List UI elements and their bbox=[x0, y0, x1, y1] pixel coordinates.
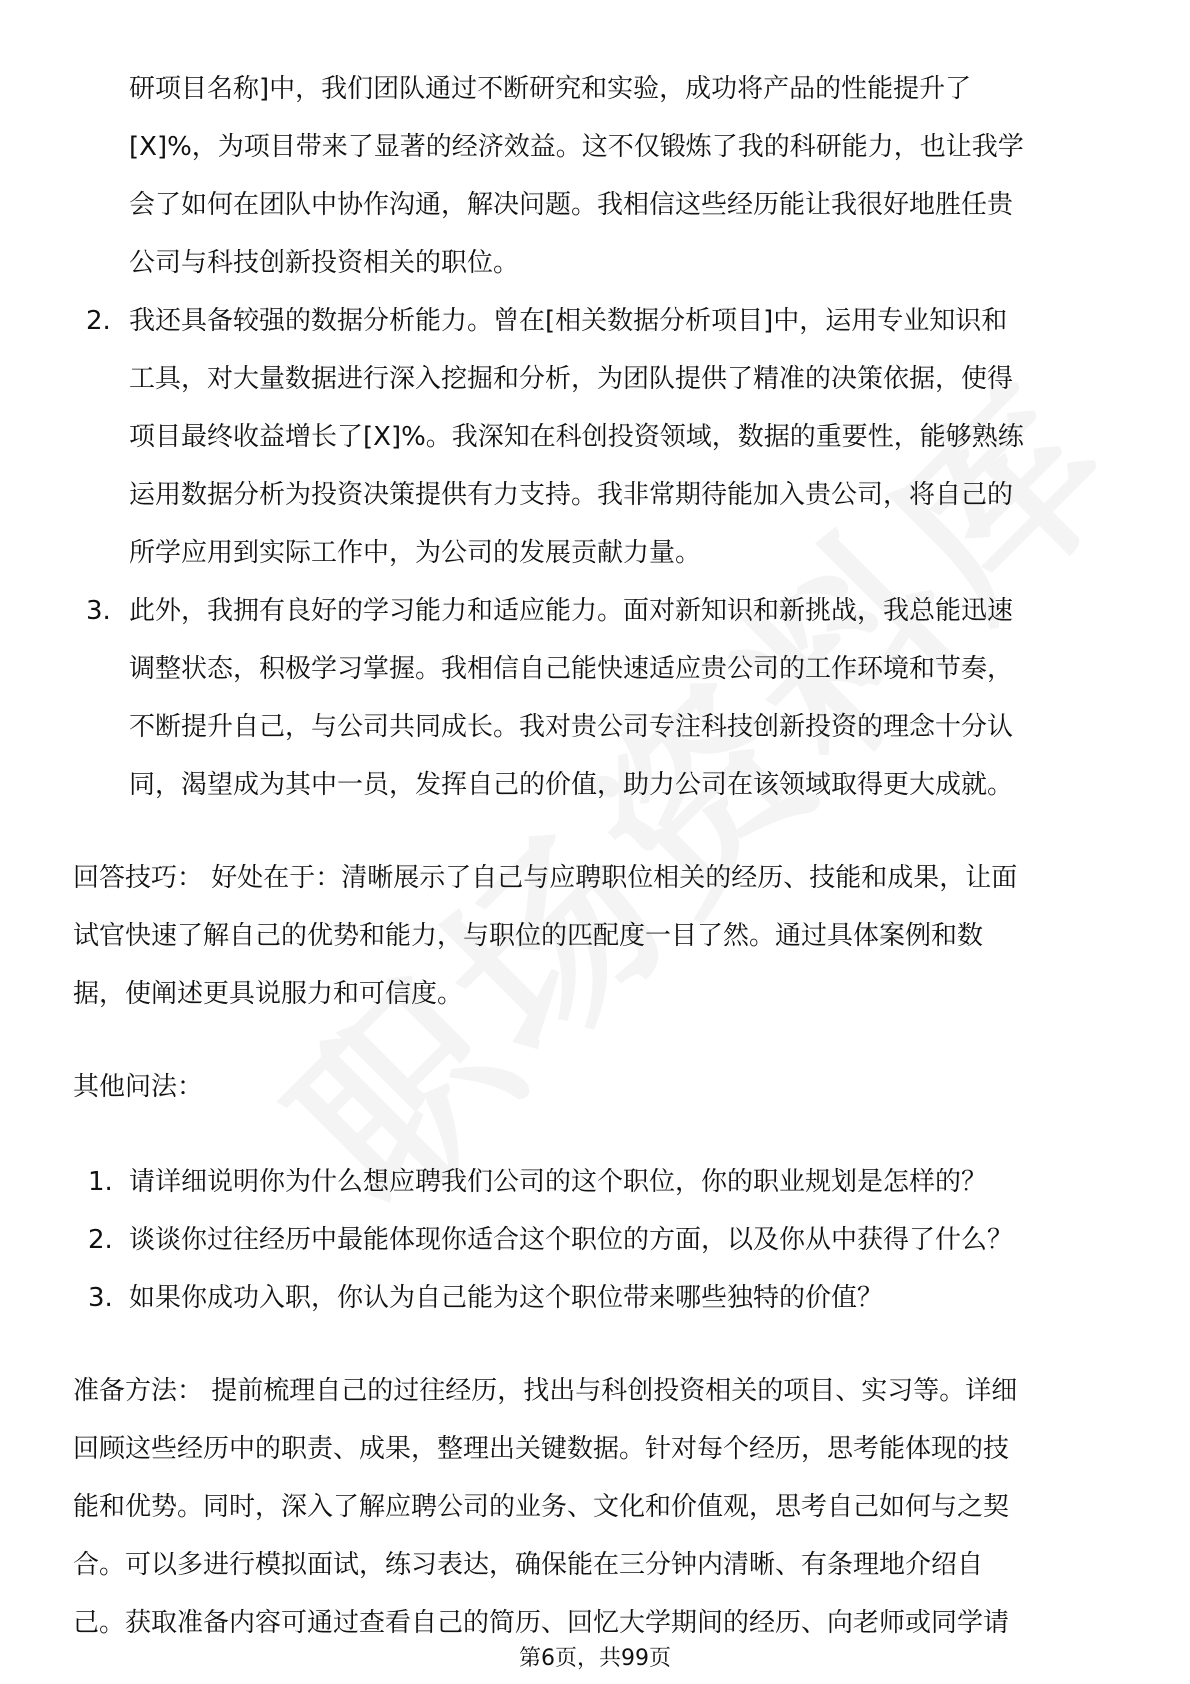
text-line: 调整状态，积极学习掌握。我相信自己能快速适应贵公司的工作环境和节奏， bbox=[129, 654, 1014, 684]
text-line: 同，渴望成为其中一员，发挥自己的价值，助力公司在该领域取得更大成就。 bbox=[129, 770, 1014, 800]
list-number: 1. bbox=[88, 1167, 113, 1197]
list-number: 3. bbox=[88, 1283, 113, 1313]
text-line: 能和优势。同时，深入了解应聘公司的业务、文化和价值观，思考自己如何与之契 bbox=[73, 1492, 1010, 1522]
text-line: 我还具备较强的数据分析能力。曾在[相关数据分析项目]中，运用专业知识和 bbox=[129, 306, 1008, 336]
question-text: 如果你成功入职，你认为自己能为这个职位带来哪些独特的价值？ bbox=[129, 1283, 884, 1313]
text-line: [X]%，为项目带来了显著的经济效益。这不仅锻炼了我的科研能力，也让我学 bbox=[129, 132, 1024, 162]
text-line: 所学应用到实际工作中，为公司的发展贡献力量。 bbox=[129, 538, 702, 568]
text-line: 回答技巧： 好处在于：清晰展示了自己与应聘职位相关的经历、技能和成果，让面 bbox=[73, 863, 1018, 893]
text-line: 工具，对大量数据进行深入挖掘和分析，为团队提供了精准的决策依据，使得 bbox=[129, 364, 1014, 394]
text-line: 据，使阐述更具说服力和可信度。 bbox=[73, 979, 464, 1009]
list-number: 2. bbox=[86, 306, 111, 336]
text-line: 不断提升自己，与公司共同成长。我对贵公司专注科技创新投资的理念十分认 bbox=[129, 712, 1014, 742]
text-line: 项目最终收益增长了[X]%。我深知在科创投资领域，数据的重要性，能够熟练 bbox=[129, 422, 1024, 452]
text-line: 己。获取准备内容可通过查看自己的简历、回忆大学期间的经历、向老师或同学请 bbox=[73, 1608, 1010, 1638]
text-line: 合。可以多进行模拟面试，练习表达，确保能在三分钟内清晰、有条理地介绍自 bbox=[73, 1550, 984, 1580]
text-line: 公司与科技创新投资相关的职位。 bbox=[129, 248, 520, 278]
text-line: 准备方法： 提前梳理自己的过往经历，找出与科创投资相关的项目、实习等。详细 bbox=[73, 1376, 1018, 1406]
question-text: 请详细说明你为什么想应聘我们公司的这个职位，你的职业规划是怎样的？ bbox=[129, 1167, 988, 1197]
question-text: 谈谈你过往经历中最能体现你适合这个职位的方面，以及你从中获得了什么？ bbox=[129, 1225, 1014, 1255]
page-number: 第6页，共99页 bbox=[519, 1646, 671, 1671]
section-heading: 其他问法： bbox=[73, 1072, 204, 1102]
text-line: 运用数据分析为投资决策提供有力支持。我非常期待能加入贵公司，将自己的 bbox=[129, 480, 1014, 510]
text-line: 研项目名称]中，我们团队通过不断研究和实验，成功将产品的性能提升了 bbox=[129, 74, 972, 104]
text-line: 此外，我拥有良好的学习能力和适应能力。面对新知识和新挑战，我总能迅速 bbox=[129, 596, 1014, 626]
list-number: 3. bbox=[86, 596, 111, 626]
text-line: 试官快速了解自己的优势和能力，与职位的匹配度一目了然。通过具体案例和数 bbox=[73, 921, 984, 951]
text-line: 回顾这些经历中的职责、成果，整理出关键数据。针对每个经历，思考能体现的技 bbox=[73, 1434, 1010, 1464]
text-line: 会了如何在团队中协作沟通，解决问题。我相信这些经历能让我很好地胜任贵 bbox=[129, 190, 1014, 220]
list-number: 2. bbox=[88, 1225, 113, 1255]
